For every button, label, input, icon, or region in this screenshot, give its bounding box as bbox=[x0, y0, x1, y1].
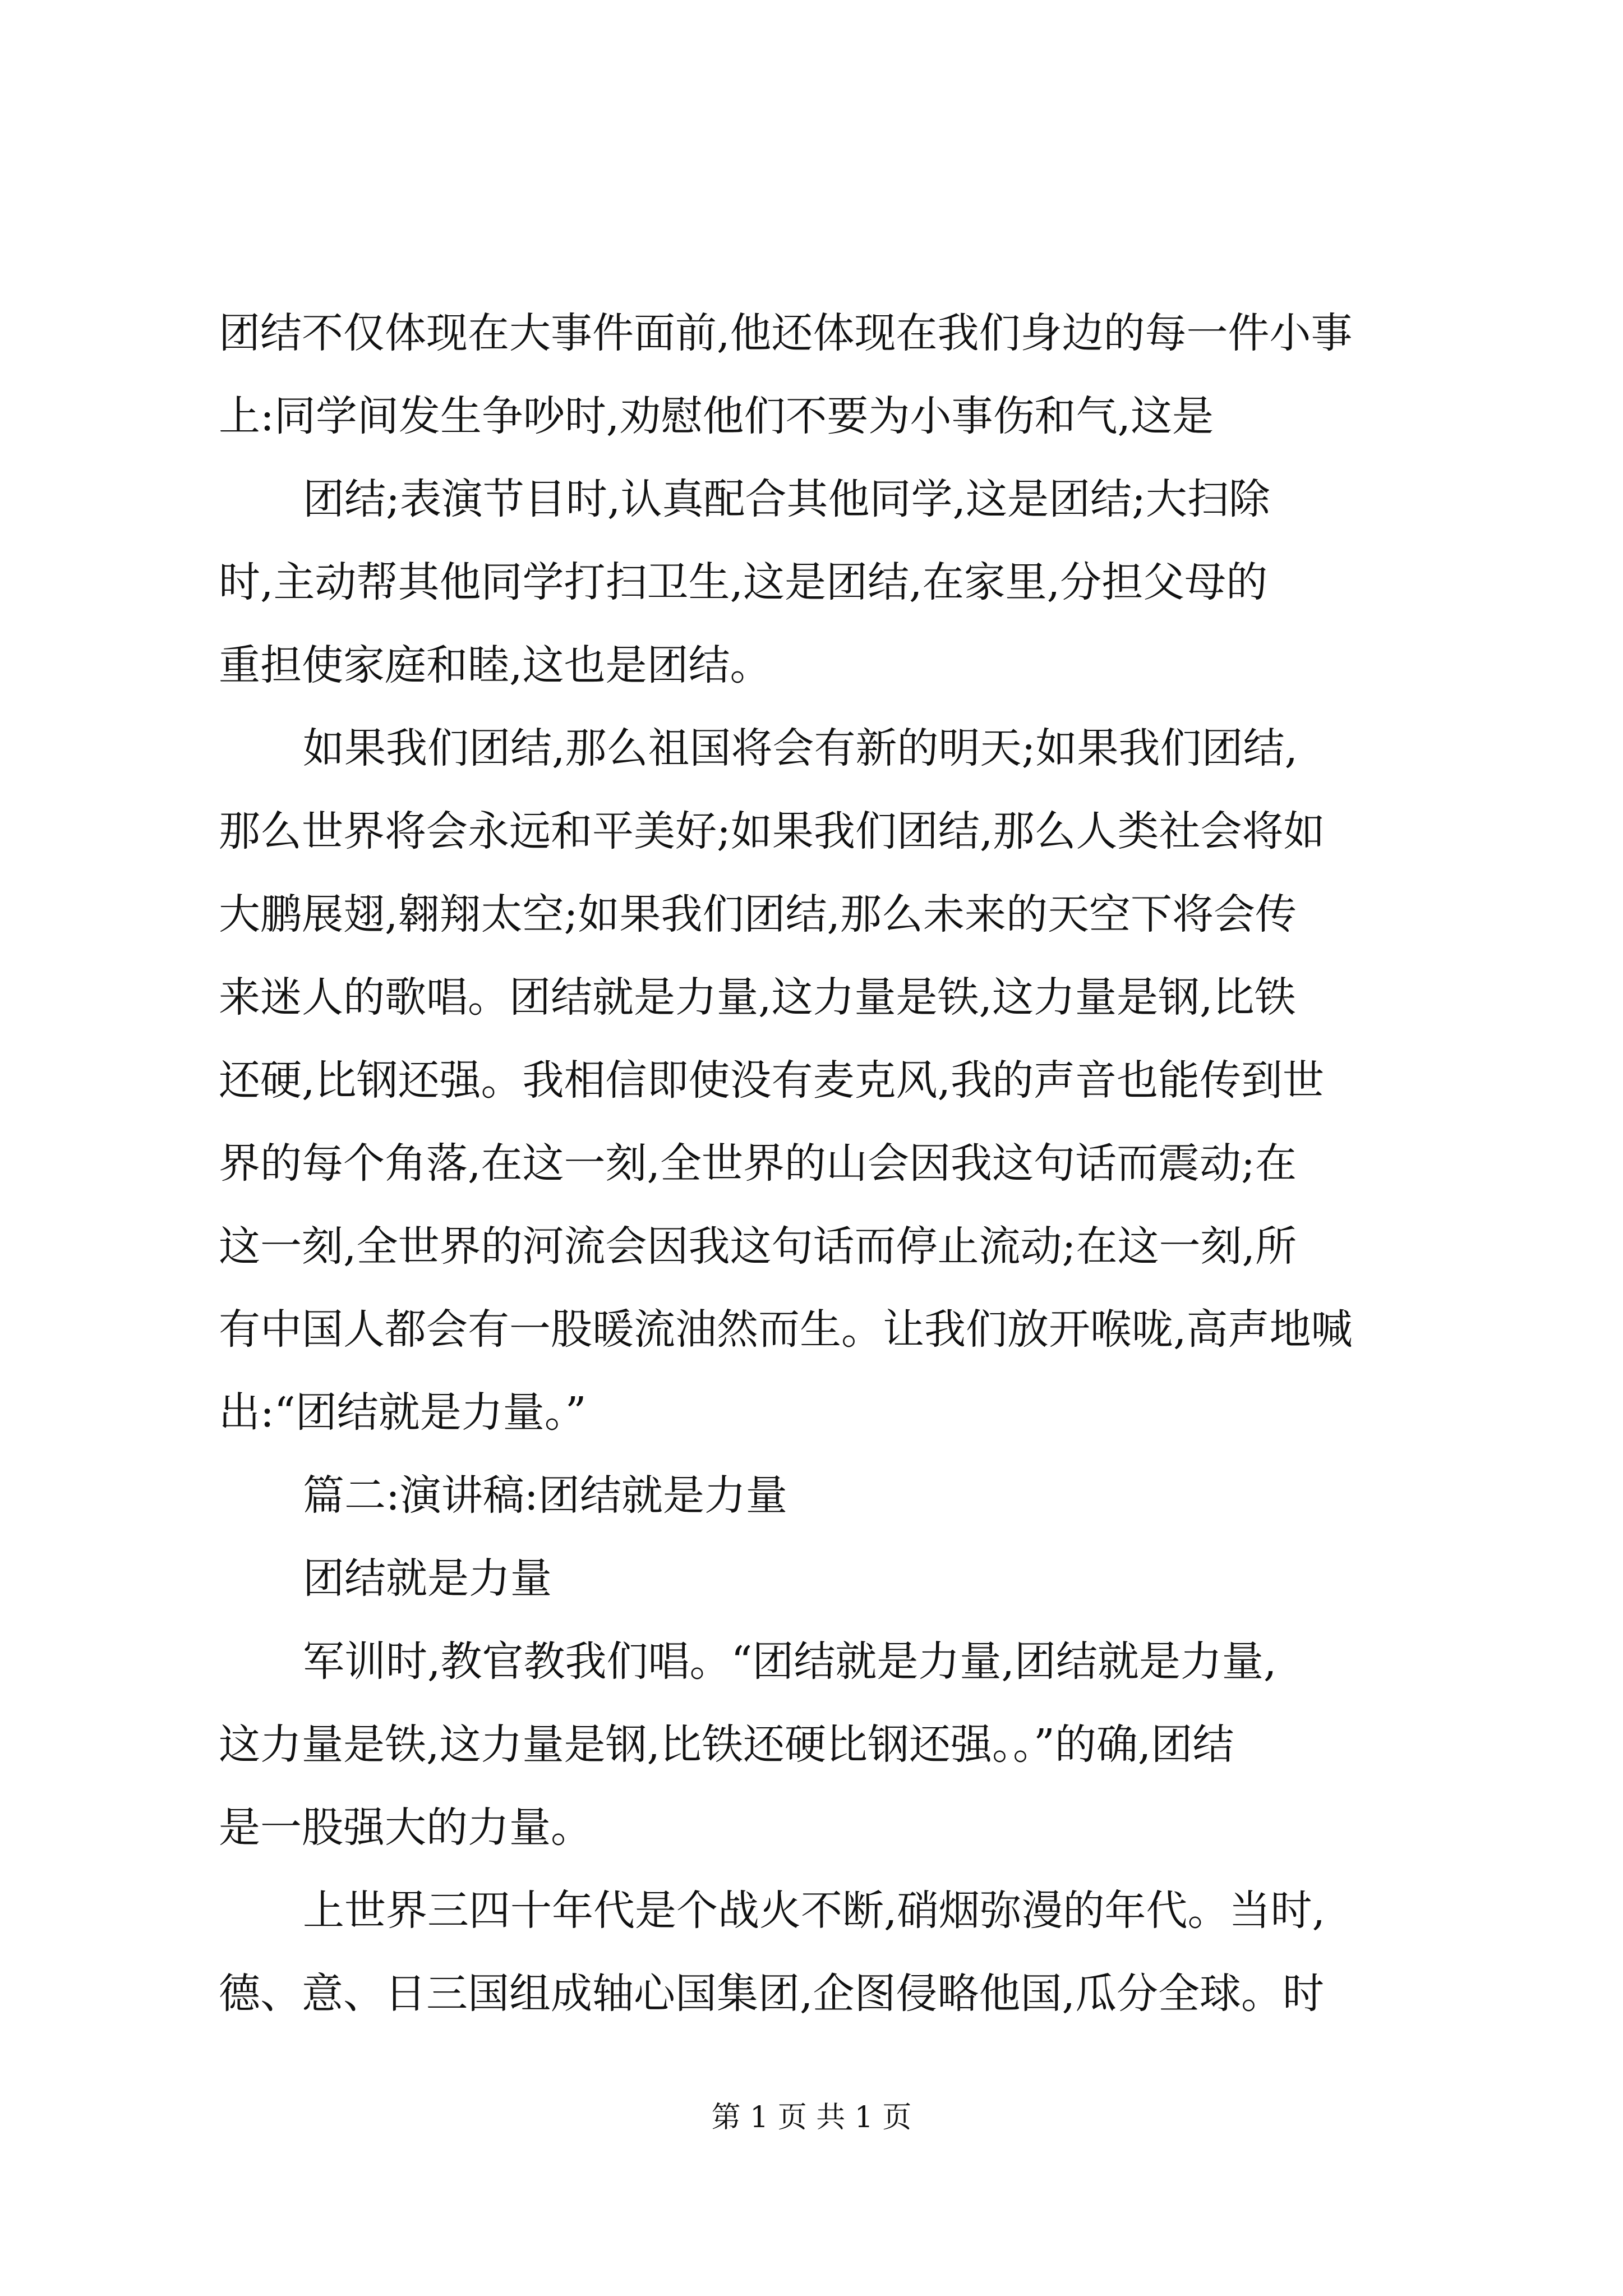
text-line: 这一刻,全世界的河流会因我这句话而停止流动;在这一刻,所 bbox=[219, 1222, 1297, 1271]
text-line: 重担使家庭和睦,这也是团结。 bbox=[219, 641, 772, 689]
text-line: 是一股强大的力量。 bbox=[219, 1803, 592, 1852]
text-line: 还硬,比钢还强。我相信即使没有麦克风,我的声音也能传到世 bbox=[219, 1056, 1325, 1105]
speech-title: 团结就是力量 bbox=[303, 1554, 552, 1603]
section-heading: 篇二:演讲稿:团结就是力量 bbox=[303, 1471, 787, 1520]
text-line: 团结不仅体现在大事件面前,他还体现在我们身边的每一件小事 bbox=[219, 309, 1353, 357]
text-line: 来迷人的歌唱。团结就是力量,这力量是铁,这力量是钢,比铁 bbox=[219, 973, 1296, 1022]
text-line: 上世界三四十年代是个战火不断,硝烟弥漫的年代。当时, bbox=[303, 1887, 1326, 1935]
text-line: 大鹏展翅,翱翔太空;如果我们团结,那么未来的天空下将会传 bbox=[219, 890, 1297, 938]
document-body bbox=[219, 292, 1419, 2035]
text-line: 这力量是铁,这力量是钢,比铁还硬比钢还强。。”的确,团结 bbox=[219, 1720, 1234, 1769]
text-line: 界的每个角落,在这一刻,全世界的山会因我这句话而震动;在 bbox=[219, 1139, 1297, 1188]
text-line: 时,主动帮其他同学打扫卫生,这是团结,在家里,分担父母的 bbox=[219, 558, 1268, 606]
page-footer: 第 1 页 共 1 页 bbox=[711, 2101, 912, 2134]
text-line: 德、意、日三国组成轴心国集团,企图侵略他国,瓜分全球。时 bbox=[219, 1970, 1325, 2018]
text-line: 如果我们团结,那么祖国将会有新的明天;如果我们团结, bbox=[303, 724, 1298, 772]
text-line: 军训时,教官教我们唱。“团结就是力量,团结就是力量, bbox=[303, 1637, 1277, 1686]
text-line: 出:“团结就是力量。” bbox=[219, 1388, 587, 1437]
text-line: 那么世界将会永远和平美好;如果我们团结,那么人类社会将如 bbox=[219, 807, 1325, 855]
text-line: 有中国人都会有一股暖流油然而生。让我们放开喉咙,高声地喊 bbox=[219, 1305, 1353, 1354]
text-line: 上:同学间发生争吵时,劝慰他们不要为小事伤和气,这是 bbox=[219, 392, 1214, 440]
text-line: 团结;表演节目时,认真配合其他同学,这是团结;大扫除 bbox=[303, 475, 1270, 523]
